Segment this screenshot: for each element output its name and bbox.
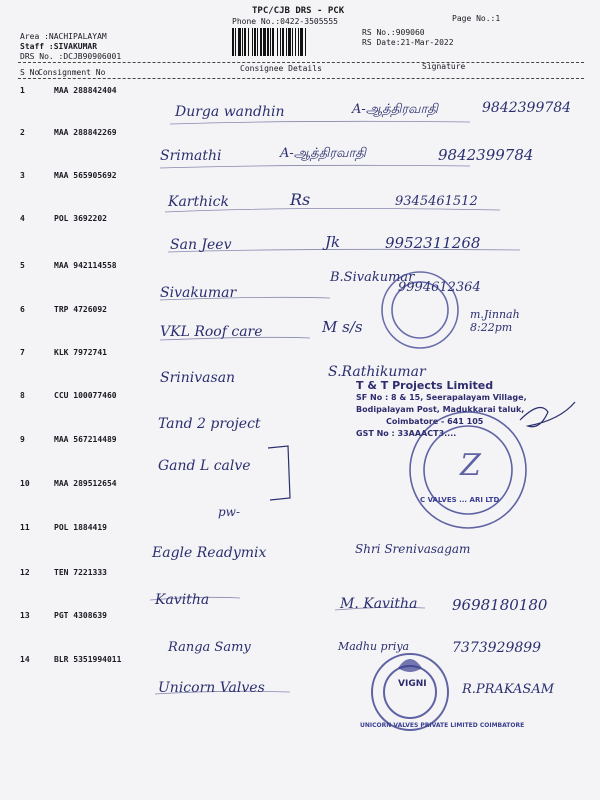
company-stamp-line: Coimbatore - 641 105 — [386, 417, 484, 426]
row-sno: 8 — [20, 391, 25, 400]
svg-text:Z: Z — [460, 448, 481, 483]
consignee-name: Karthick — [168, 194, 229, 210]
consignee-name: Eagle Readymix — [152, 545, 267, 561]
signature: M s/s — [322, 318, 363, 336]
row-sno: 3 — [20, 171, 25, 180]
consignee-name: Durga wandhin — [175, 104, 285, 120]
barcode-bar — [263, 28, 266, 56]
row-sno: 4 — [20, 214, 25, 223]
consignee-name: VKL Roof care — [160, 324, 263, 340]
consignee-name: San Jeev — [170, 237, 232, 253]
barcode-bar — [292, 28, 293, 56]
barcode-bar — [288, 28, 291, 56]
barcode-bar — [260, 28, 262, 56]
signature: A-ஆத்திரவாதி — [280, 146, 366, 161]
company-stamp-gst: GST No : 33AAACT3.... — [356, 429, 457, 438]
consignee-phone: 9842399784 — [438, 146, 534, 164]
unicorn-stamp-center-text: VIGNI — [398, 679, 427, 689]
col-sno: S No — [20, 68, 40, 77]
barcode-bar — [254, 28, 256, 56]
consignee-name: Tand 2 project — [158, 416, 261, 432]
row-consignment: PGT 4308639 — [54, 611, 107, 620]
row-sno: 2 — [20, 128, 25, 137]
barcode-bar — [277, 28, 278, 56]
barcode-bar — [305, 28, 306, 56]
barcode-bar — [267, 28, 269, 56]
rs-number: RS No.:909060 — [362, 28, 425, 37]
row-consignment: CCU 100077460 — [54, 391, 117, 400]
signature: Madhu priya — [338, 640, 410, 653]
consignee-phone: 9345461512 — [395, 194, 478, 209]
signature: A-ஆத்திரவாதி — [352, 102, 438, 117]
col-consignee: Consignee Details — [240, 64, 322, 73]
consignee-phone: 9842399784 — [482, 100, 572, 116]
barcode-bar — [272, 28, 274, 56]
row-consignment: KLK 7972741 — [54, 348, 107, 357]
barcode-bar — [248, 28, 249, 56]
row-sno: 12 — [20, 568, 30, 577]
company-stamp-line: Bodipalayam Post, Madukkarai taluk, — [356, 405, 525, 414]
row-consignment: BLR 5351994011 — [54, 655, 122, 664]
consignee-name: pw- — [218, 505, 241, 519]
barcode-bar — [244, 28, 246, 56]
consignee-name: Srimathi — [160, 148, 222, 164]
row-sno: 13 — [20, 611, 30, 620]
row-sno: 14 — [20, 655, 30, 664]
consignee-phone: 7373929899 — [452, 640, 542, 656]
row-consignment: MAA 289512654 — [54, 479, 117, 488]
consignee-phone: 9952311268 — [385, 234, 481, 252]
valves-round-stamp-text: C VALVES ... ARI LTD — [420, 496, 500, 504]
consignee-name: Gand L calve — [158, 458, 251, 474]
barcode-bar — [282, 28, 284, 56]
staff-label: Staff :SIVAKUMAR — [20, 42, 98, 51]
signature: B.Sivakumar — [330, 270, 415, 285]
row-sno: 7 — [20, 348, 25, 357]
page-number: Page No.:1 — [452, 14, 501, 23]
header-rule-bottom — [18, 78, 584, 79]
consignee-phone: 9994612364 — [398, 280, 481, 295]
row-sno: 6 — [20, 305, 25, 314]
consignee-name: Sivakumar — [160, 285, 237, 301]
consignee-name: Ranga Samy — [168, 640, 251, 655]
signature: M. Kavitha — [340, 596, 418, 612]
area-label: Area :NACHIPALAYAM — [20, 32, 107, 41]
barcode-bar — [295, 28, 296, 56]
barcode-bar — [235, 28, 236, 56]
header-rule-top — [18, 62, 584, 63]
row-consignment: POL 1884419 — [54, 523, 107, 532]
consignee-name: Unicorn Valves — [158, 680, 265, 696]
row-sno: 11 — [20, 523, 30, 532]
company-stamp — [356, 380, 527, 440]
signature: R.PRAKASAM — [462, 682, 555, 697]
barcode-bar — [252, 28, 253, 56]
delivery-note: m.Jinnah 8:22pm — [470, 308, 520, 334]
signature: Shri Srenivasagam — [355, 542, 471, 556]
barcode-bar — [270, 28, 271, 56]
company-stamp-name: T & T Projects Limited — [356, 379, 494, 392]
drs-barcode — [230, 28, 350, 56]
signature: Jk — [325, 233, 341, 251]
row-consignment: MAA 288842404 — [54, 86, 117, 95]
col-signature: Signature — [422, 62, 466, 71]
phone-number: Phone No.:0422-3505555 — [232, 17, 338, 26]
row-consignment: POL 3692202 — [54, 214, 107, 223]
row-consignment: MAA 942114558 — [54, 261, 117, 270]
consignee-phone: 9698180180 — [452, 596, 548, 614]
row-sno: 10 — [20, 479, 30, 488]
barcode-bar — [280, 28, 281, 56]
row-sno: 5 — [20, 261, 25, 270]
drs-number: DRS No. :DCJB90906001 — [20, 52, 122, 61]
barcode-bar — [238, 28, 241, 56]
barcode-bar — [286, 28, 287, 56]
row-consignment: MAA 565905692 — [54, 171, 117, 180]
consignee-name: Srinivasan — [160, 370, 236, 386]
drs-title: TPC/CJB DRS - PCK — [252, 6, 345, 16]
signature: Rs — [290, 190, 311, 209]
rs-date: RS Date:21-Mar-2022 — [362, 38, 454, 47]
row-consignment: TRP 4726092 — [54, 305, 107, 314]
signature: S.Rathikumar — [328, 364, 426, 380]
col-consignment: Consignment No — [38, 68, 106, 77]
barcode-bar — [300, 28, 303, 56]
unicorn-stamp-ring-text: UNICORN VALVES PRIVATE LIMITED COIMBATORE — [360, 722, 525, 729]
barcode-bar — [257, 28, 258, 56]
barcode-bar — [232, 28, 234, 56]
row-consignment: MAA 567214489 — [54, 435, 117, 444]
row-sno: 9 — [20, 435, 25, 444]
company-stamp-line: SF No : 8 & 15, Seerapalayam Village, — [356, 393, 527, 402]
barcode-bar — [298, 28, 299, 56]
row-consignment: MAA 288842269 — [54, 128, 117, 137]
row-consignment: TEN 7221333 — [54, 568, 107, 577]
row-sno: 1 — [20, 86, 25, 95]
barcode-bar — [242, 28, 243, 56]
consignee-name: Kavitha — [155, 592, 210, 608]
